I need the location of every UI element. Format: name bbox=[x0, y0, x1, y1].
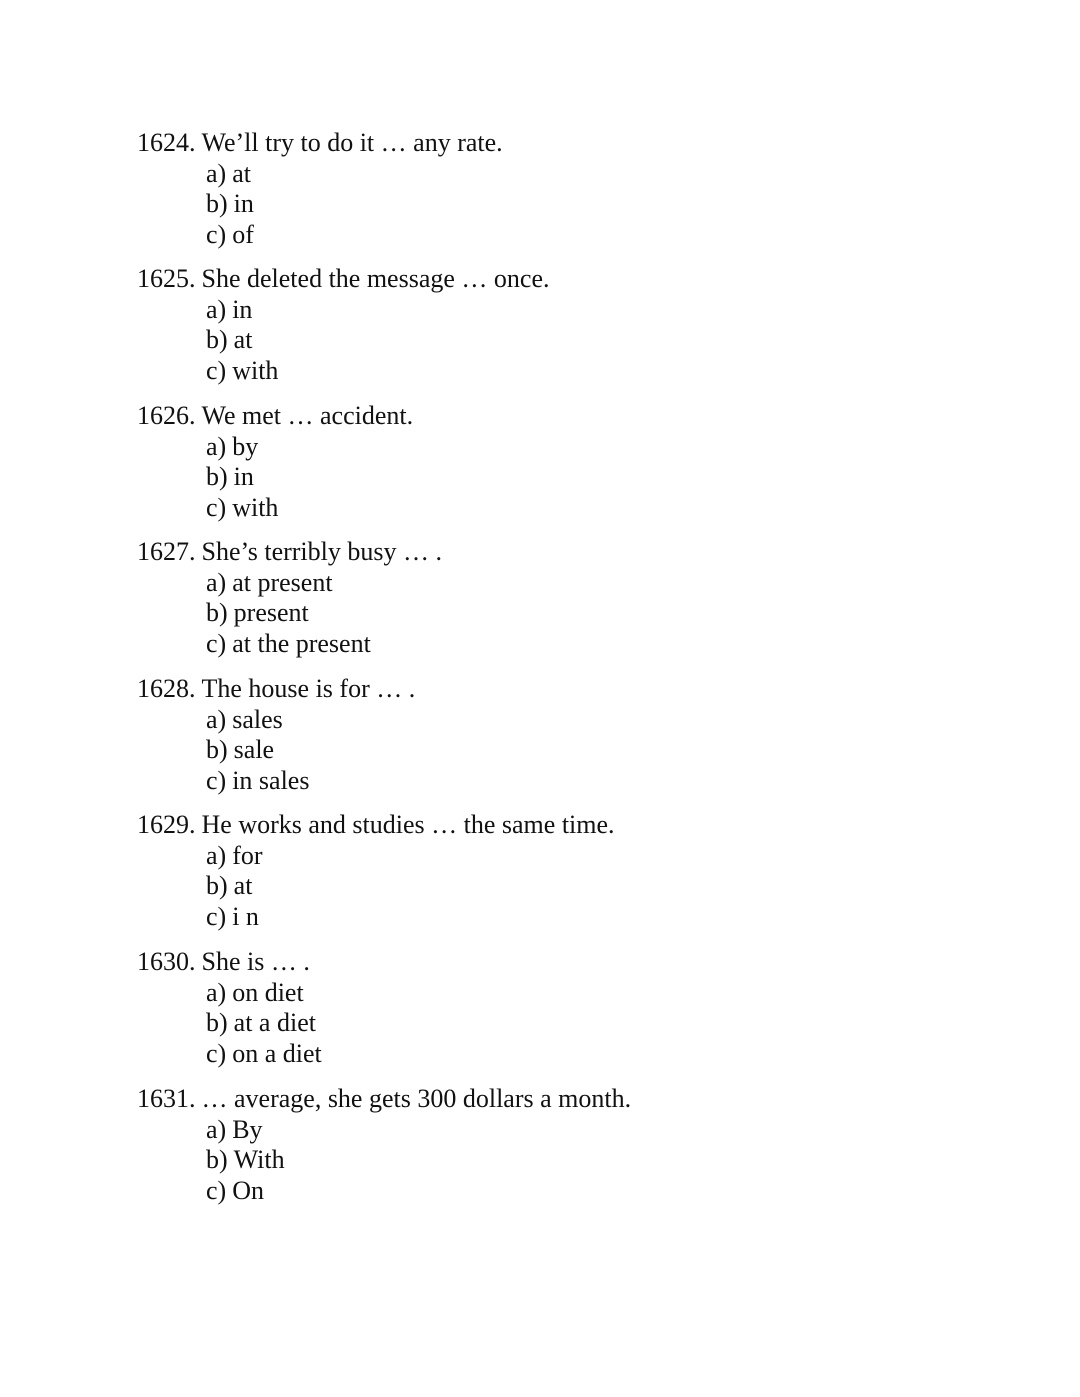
option-text: By bbox=[232, 1114, 263, 1144]
question-number: 1624. bbox=[137, 128, 196, 157]
question-number: 1625. bbox=[137, 264, 196, 293]
option-text: at bbox=[232, 158, 251, 188]
option-letter: c) bbox=[206, 219, 227, 249]
option-text: with bbox=[232, 355, 279, 385]
question-number: 1630. bbox=[137, 947, 196, 976]
option-letter: c) bbox=[206, 901, 227, 931]
option-c bbox=[206, 1039, 937, 1070]
option-list bbox=[137, 841, 937, 933]
option-c bbox=[206, 766, 937, 797]
option-list bbox=[137, 432, 937, 524]
option-letter: c) bbox=[206, 355, 227, 385]
option-text: in bbox=[233, 189, 254, 218]
option-letter: b) bbox=[206, 1145, 228, 1174]
question-text: She is … . bbox=[201, 947, 310, 976]
question-text: She’s terribly busy … . bbox=[201, 537, 442, 566]
question-1626 bbox=[137, 401, 937, 523]
question-number: 1626. bbox=[137, 401, 196, 430]
option-text: in bbox=[232, 294, 253, 324]
option-b bbox=[206, 598, 937, 629]
option-text: in sales bbox=[232, 765, 310, 795]
option-c bbox=[206, 220, 937, 251]
option-text: at the present bbox=[232, 628, 371, 658]
option-letter: a) bbox=[206, 840, 227, 870]
option-list bbox=[137, 568, 937, 660]
option-text: of bbox=[232, 219, 254, 249]
option-a bbox=[206, 705, 937, 736]
option-text: at bbox=[233, 325, 253, 354]
option-a bbox=[206, 432, 937, 463]
option-letter: b) bbox=[206, 189, 228, 218]
option-list bbox=[137, 1115, 937, 1207]
question-1631 bbox=[137, 1084, 937, 1206]
option-text: for bbox=[232, 840, 263, 870]
option-b bbox=[206, 325, 937, 356]
option-a bbox=[206, 841, 937, 872]
option-text: With bbox=[233, 1145, 285, 1174]
option-letter: a) bbox=[206, 431, 227, 461]
question-text: … average, she gets 300 dollars a month. bbox=[201, 1084, 632, 1113]
question-1629 bbox=[137, 810, 937, 932]
question-number: 1629. bbox=[137, 810, 196, 839]
question-text: She deleted the message … once. bbox=[201, 264, 550, 293]
question-text: He works and studies … the same time. bbox=[201, 810, 615, 839]
option-text: at bbox=[233, 871, 253, 900]
question-1624 bbox=[137, 128, 937, 250]
option-a bbox=[206, 295, 937, 326]
option-a bbox=[206, 159, 937, 190]
option-text: sale bbox=[233, 735, 275, 764]
option-a bbox=[206, 568, 937, 599]
option-letter: a) bbox=[206, 977, 227, 1007]
option-letter: c) bbox=[206, 1038, 227, 1068]
option-text: at a diet bbox=[233, 1008, 316, 1037]
question-stem bbox=[137, 947, 937, 978]
option-list bbox=[137, 978, 937, 1070]
option-letter: a) bbox=[206, 294, 227, 324]
question-stem bbox=[137, 401, 937, 432]
option-text: sales bbox=[232, 704, 283, 734]
option-letter: c) bbox=[206, 765, 227, 795]
option-list bbox=[137, 705, 937, 797]
question-stem bbox=[137, 264, 937, 295]
option-b bbox=[206, 462, 937, 493]
option-letter: b) bbox=[206, 735, 228, 764]
question-number: 1627. bbox=[137, 537, 196, 566]
option-list bbox=[137, 159, 937, 251]
question-1627 bbox=[137, 537, 937, 659]
question-1625 bbox=[137, 264, 937, 386]
option-letter: a) bbox=[206, 567, 227, 597]
option-text: on diet bbox=[232, 977, 304, 1007]
question-text: The house is for … . bbox=[201, 674, 416, 703]
option-letter: a) bbox=[206, 1114, 227, 1144]
option-letter: b) bbox=[206, 1008, 228, 1037]
option-letter: b) bbox=[206, 325, 228, 354]
option-list bbox=[137, 295, 937, 387]
option-text: on a diet bbox=[232, 1038, 322, 1068]
option-c bbox=[206, 356, 937, 387]
question-1628 bbox=[137, 674, 937, 796]
question-stem bbox=[137, 537, 937, 568]
question-stem bbox=[137, 128, 937, 159]
question-text: We met … accident. bbox=[201, 401, 414, 430]
option-c bbox=[206, 1176, 937, 1207]
question-stem bbox=[137, 674, 937, 705]
question-stem bbox=[137, 810, 937, 841]
option-c bbox=[206, 493, 937, 524]
option-a bbox=[206, 978, 937, 1009]
question-number: 1628. bbox=[137, 674, 196, 703]
question-text: We’ll try to do it … any rate. bbox=[201, 128, 503, 157]
option-a bbox=[206, 1115, 937, 1146]
option-text: with bbox=[232, 492, 279, 522]
option-b bbox=[206, 189, 937, 220]
option-c bbox=[206, 902, 937, 933]
question-1630 bbox=[137, 947, 937, 1069]
option-text: On bbox=[232, 1175, 264, 1205]
option-text: by bbox=[232, 431, 259, 461]
option-letter: c) bbox=[206, 628, 227, 658]
option-letter: b) bbox=[206, 871, 228, 900]
question-stem bbox=[137, 1084, 937, 1115]
option-letter: c) bbox=[206, 1175, 227, 1205]
option-text: in bbox=[233, 462, 254, 491]
question-number: 1631. bbox=[137, 1084, 196, 1113]
option-b bbox=[206, 735, 937, 766]
option-letter: c) bbox=[206, 492, 227, 522]
option-letter: a) bbox=[206, 158, 227, 188]
option-text: i n bbox=[232, 901, 259, 931]
option-text: present bbox=[233, 598, 309, 627]
option-letter: a) bbox=[206, 704, 227, 734]
option-letter: b) bbox=[206, 462, 228, 491]
option-b bbox=[206, 1008, 937, 1039]
option-c bbox=[206, 629, 937, 660]
option-letter: b) bbox=[206, 598, 228, 627]
option-b bbox=[206, 1145, 937, 1176]
option-b bbox=[206, 871, 937, 902]
option-text: at present bbox=[232, 567, 333, 597]
